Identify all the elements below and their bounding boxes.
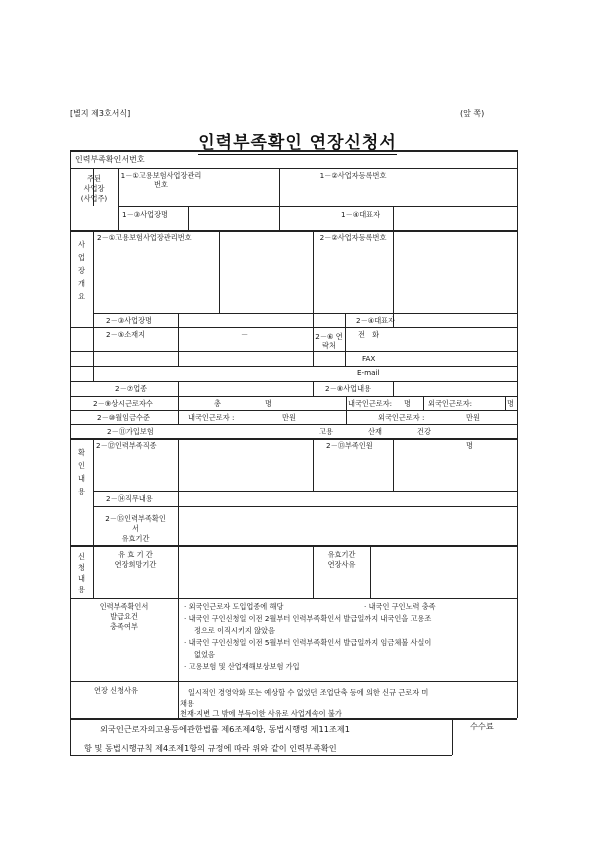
row-line [70,351,345,352]
row-line [70,598,517,599]
f2-11-label: 2－⑪가입보험 [107,427,154,436]
col-line [188,206,189,230]
issue-req-item: · 내국인 구인신청일 이전 2월부터 인력부족확인서 발급일까지 내국인을 고용조 [184,614,432,623]
col-line [93,230,94,313]
f1-2-label: 1－②사업자등록번호 [319,171,387,180]
period-label: 유 효 기 간 연장희망기간 [114,550,157,569]
foreign-workers-unit: 명 [507,399,514,408]
col-line [345,313,346,366]
domestic-workers-unit: 명 [404,399,411,408]
shortage-unit: 명 [466,441,473,450]
col-line [393,230,394,313]
col-line [452,718,453,755]
row-line [70,327,345,328]
f2-10-label: 2－⑩월임금수준 [97,413,150,422]
row-line [70,168,517,169]
confirm-number-label: 인력부족확인서번호 [75,155,145,164]
total-label: 총 [214,399,221,408]
f2-13-label: 2－⑬부족인원 [326,441,373,450]
contact-tel-label: 전 화 [358,330,380,339]
row-line [118,206,517,207]
issue-req-item: · 고용보험 및 산업재해보상보험 가입 [184,662,300,671]
col-line [370,545,371,598]
fee-label: 수수료 [470,721,494,731]
form-number: [별지 제3호서식] [70,109,131,118]
f2-3-label: 2－③사업장명 [106,316,152,325]
row-line [93,313,517,314]
f2-7-label: 2－⑦업종 [115,384,148,393]
row-line [70,545,517,547]
col-line [178,381,179,424]
row-line [70,755,452,756]
row-line [70,230,517,232]
row-line [93,491,517,492]
contact-fax-label: FAX [362,354,376,363]
col-line [178,313,179,367]
contact-email-label: E-mail [357,368,380,377]
domestic-wage-label: 내국인근로자 : [188,413,235,422]
applicant-section-label: 주된 사업장 (사업주) [80,174,108,203]
row-line [70,381,517,382]
col-line [393,381,394,396]
application-section-label: 신 청 내 용 [78,552,85,594]
col-line [423,396,424,410]
domestic-workers-label: 내국인근로자: [348,399,393,408]
domestic-wage-unit: 만원 [282,413,296,422]
col-line [505,396,506,410]
col-line [346,396,347,424]
foreign-wage-label: 외국인근로자 : [378,413,425,422]
table-right-border [517,150,518,718]
total-unit: 명 [265,399,272,408]
issue-req-item: 정으로 이직시키지 않았음 [194,626,275,635]
f2-9-label: 2－⑨상시근로자수 [93,399,153,408]
f2-6-label: 2－⑥ 연락처 [315,332,343,350]
f1-3-label: 1－③사업장명 [122,210,168,219]
issue-req-item: · 내국인 구인노력 충족 [364,602,436,611]
workplace-section-label: 사 업 장 개 요 [78,240,85,301]
f2-1-label: 2－①고용보험사업장관리번호 [97,233,192,242]
legal-text-line1: 외국인근로자의고용등에관한법률 제6조제4항, 동법시행령 제11조제1 [100,724,351,734]
insurance-employment: 고용 [319,427,333,436]
row-line [70,681,517,682]
ext-reason-item: 채용 [180,699,194,708]
col-line [178,545,179,598]
table-top-border [70,150,517,152]
col-line [393,206,394,230]
col-line [93,313,94,381]
legal-text-line2: 항 및 동법시행규칙 제4조제1항의 규정에 따라 위와 같이 인력부족확인 [84,743,337,753]
insurance-industrial: 산재 [368,427,382,436]
f2-14-label: 2－⑭직무내용 [106,494,153,503]
row-line [70,366,517,367]
col-line [313,381,314,396]
reason-label: 유효기간 연장사유 [327,550,356,569]
f2-15-label: 2－⑮인력부족확인 서 유효기간 [105,514,166,543]
f2-8-label: 2－⑧사업내용 [325,384,371,393]
row-line [70,410,517,411]
col-line [393,438,394,491]
confirmation-section-label: 확 인 내 용 [78,448,85,496]
row-line [70,718,517,720]
row-line [70,438,517,440]
f2-2-label: 2－②사업자등록번호 [319,233,387,242]
document-title: 인력부족확인 연장신청서 [198,133,397,153]
row-line [345,351,517,352]
f2-12-label: 2－⑫인력부족직종 [96,441,157,450]
ext-reason-label: 연장 신청사유 [94,686,138,695]
issue-req-item: · 외국인근로자 도입업종에 해당 [184,602,284,611]
row-line [70,396,517,397]
row-line [70,424,517,425]
col-line [313,230,314,313]
page-side: (앞 쪽) [460,109,485,118]
row-line [93,506,517,507]
col-line [178,438,179,545]
ext-reason-item: 일시적인 경영악화 또는 예상할 수 없었던 조업단축 등에 의한 신규 근로자 미 [188,688,429,697]
col-line [219,230,220,313]
f1-1-label: 1－①고용보험사업장관리번호 [120,171,202,189]
f2-5-dash: － [241,330,249,339]
col-line [279,168,280,230]
f1-4-label: 1－④대표자 [341,210,381,219]
col-line [313,438,314,491]
issue-requirement-label: 인력부족확인서 발급요건 충족여부 [99,602,149,631]
insurance-health: 건강 [417,427,431,436]
foreign-wage-unit: 만원 [466,413,480,422]
issue-req-item: · 내국인 구인신청일 이전 5월부터 인력부족확인서 발급일까지 임금체불 사실이 [184,638,432,647]
issue-req-item: 없었음 [194,650,215,659]
f2-4-label: 2－④대표자 [356,316,396,325]
col-line [178,598,179,718]
row-line [345,327,517,328]
foreign-workers-label: 외국인근로자: [428,399,473,408]
ext-reason-item: 천재·지변 그 밖에 부득이한 사유로 사업계속이 불가 [180,709,342,718]
f2-5-label: 2－⑤소재지 [106,330,146,339]
